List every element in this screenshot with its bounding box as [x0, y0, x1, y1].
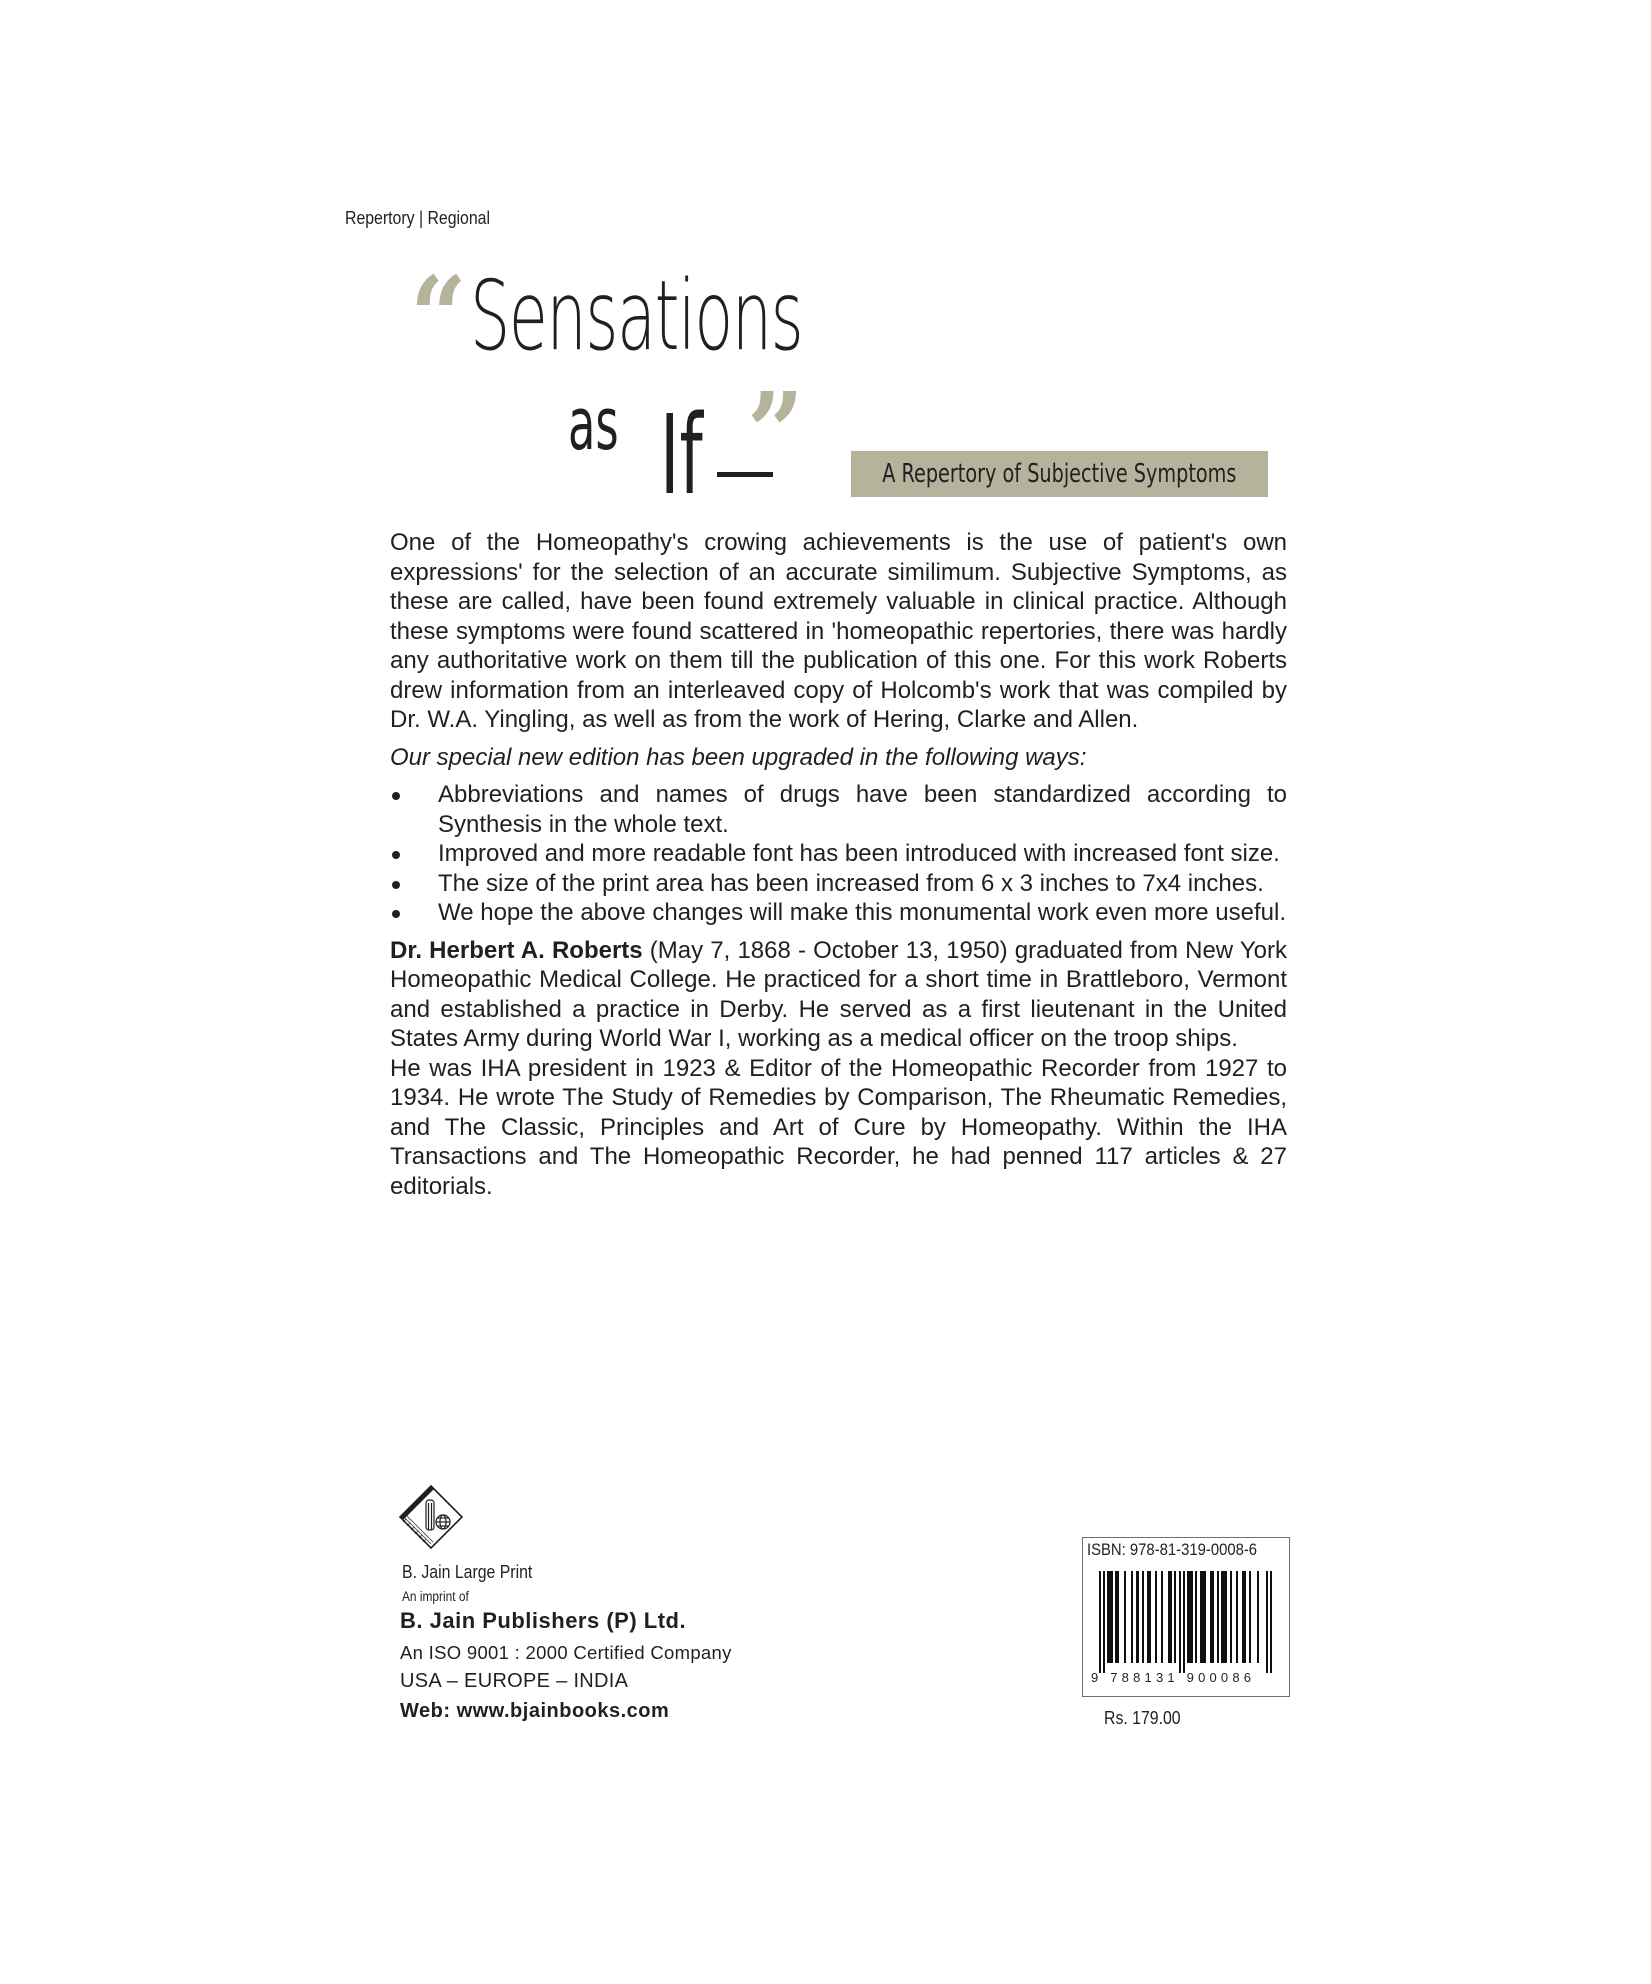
bullet-icon — [392, 792, 400, 800]
bullet-icon — [392, 910, 400, 918]
title-as: as — [568, 382, 619, 466]
edition-point — [390, 839, 1287, 869]
bullet-icon — [392, 851, 400, 859]
close-quote-mark: ” — [747, 368, 804, 497]
open-quote-mark: “ — [410, 252, 467, 381]
intro-paragraph: One of the Homeopathy's crowing achievements is the use of patient's own expressions' for the selection of an accurate similimum. Subjective Symptoms, as these are called, have been found extremely valuable in clinical practice. Although these symptoms were found scattered in 'homeopathic repertories, there was hardly any authoritative work on them till the publication of this one. For this work Roberts drew information from an interleaved copy of Holcomb's work that was compiled by Dr. W.A. Yingling, as well as from the work of Hering, Clarke and Allen. — [390, 529, 1287, 733]
edition-point-text: We hope the above changes will make this monumental work even more useful. — [438, 899, 1287, 926]
imprint-name: B. Jain Large Print — [402, 1562, 533, 1582]
edition-point — [390, 869, 1287, 899]
barcode-icon — [1099, 1571, 1275, 1673]
author-career-paragraph: He was IHA president in 1923 & Editor of the Homeopathic Recorder from 1927 to 1934. He wrote The Study of Remedies by Comparison, The Rheumatic Remedies, and The Classic, Principles and Art of Cure by Homeopathy. Within the IHA Transactions and The Homeopathic Recorder, he had penned 117 articles & 27 editorials. — [390, 1054, 1287, 1200]
edition-point-text: Abbreviations and names of drugs have been standardized according to Synthesis in the whole text. — [438, 781, 1287, 838]
author-bio-paragraph — [390, 936, 1287, 1054]
edition-point-text: The size of the print area has been increased from 6 x 3 inches to 7x4 inches. — [438, 869, 1264, 897]
back-cover-text — [390, 528, 1287, 1201]
imprint-of: An imprint of — [402, 1588, 469, 1604]
publisher-logo-icon — [398, 1484, 464, 1550]
publisher-certification: An ISO 9001 : 2000 Certified Company — [400, 1642, 732, 1663]
publisher-name: B. Jain Publishers (P) Ltd. — [400, 1608, 687, 1633]
price: Rs. 179.00 — [1104, 1708, 1181, 1728]
edition-point — [390, 898, 1287, 928]
barcode-digits: 9 788131 900086 — [1091, 1670, 1256, 1685]
author-name: Dr. Herbert A. Roberts — [390, 936, 643, 964]
publisher-regions: USA – EUROPE – INDIA — [400, 1670, 629, 1692]
title-if: If — [660, 391, 703, 519]
edition-heading: Our special new edition has been upgraded in the following ways: — [390, 743, 1087, 771]
isbn-label: ISBN: 978-81-319-0008-6 — [1087, 1541, 1258, 1559]
author-bio-text: (May 7, 1868 - October 13, 1950) graduated from New York Homeopathic Medical College. He practiced for a short time in Brattleboro, Vermont and established a practice in Derby. He served as a first lieutenant in the United States Army during World War I, working as a medical officer on the troop ships. — [390, 936, 1288, 1052]
isbn-barcode-box — [1082, 1537, 1290, 1697]
edition-points-list — [390, 780, 1287, 928]
subtitle-banner — [851, 451, 1268, 497]
edition-point-text: Improved and more readable font has been introduced with increased font size. — [438, 840, 1280, 867]
publisher-website: Web: www.bjainbooks.com — [400, 1700, 670, 1722]
subtitle: A Repertory of Subjective Symptoms — [882, 459, 1237, 489]
edition-point — [390, 780, 1287, 839]
title-line-1: Sensations — [470, 260, 803, 372]
category-label: Repertory | Regional — [345, 208, 490, 228]
bullet-icon — [392, 881, 400, 889]
